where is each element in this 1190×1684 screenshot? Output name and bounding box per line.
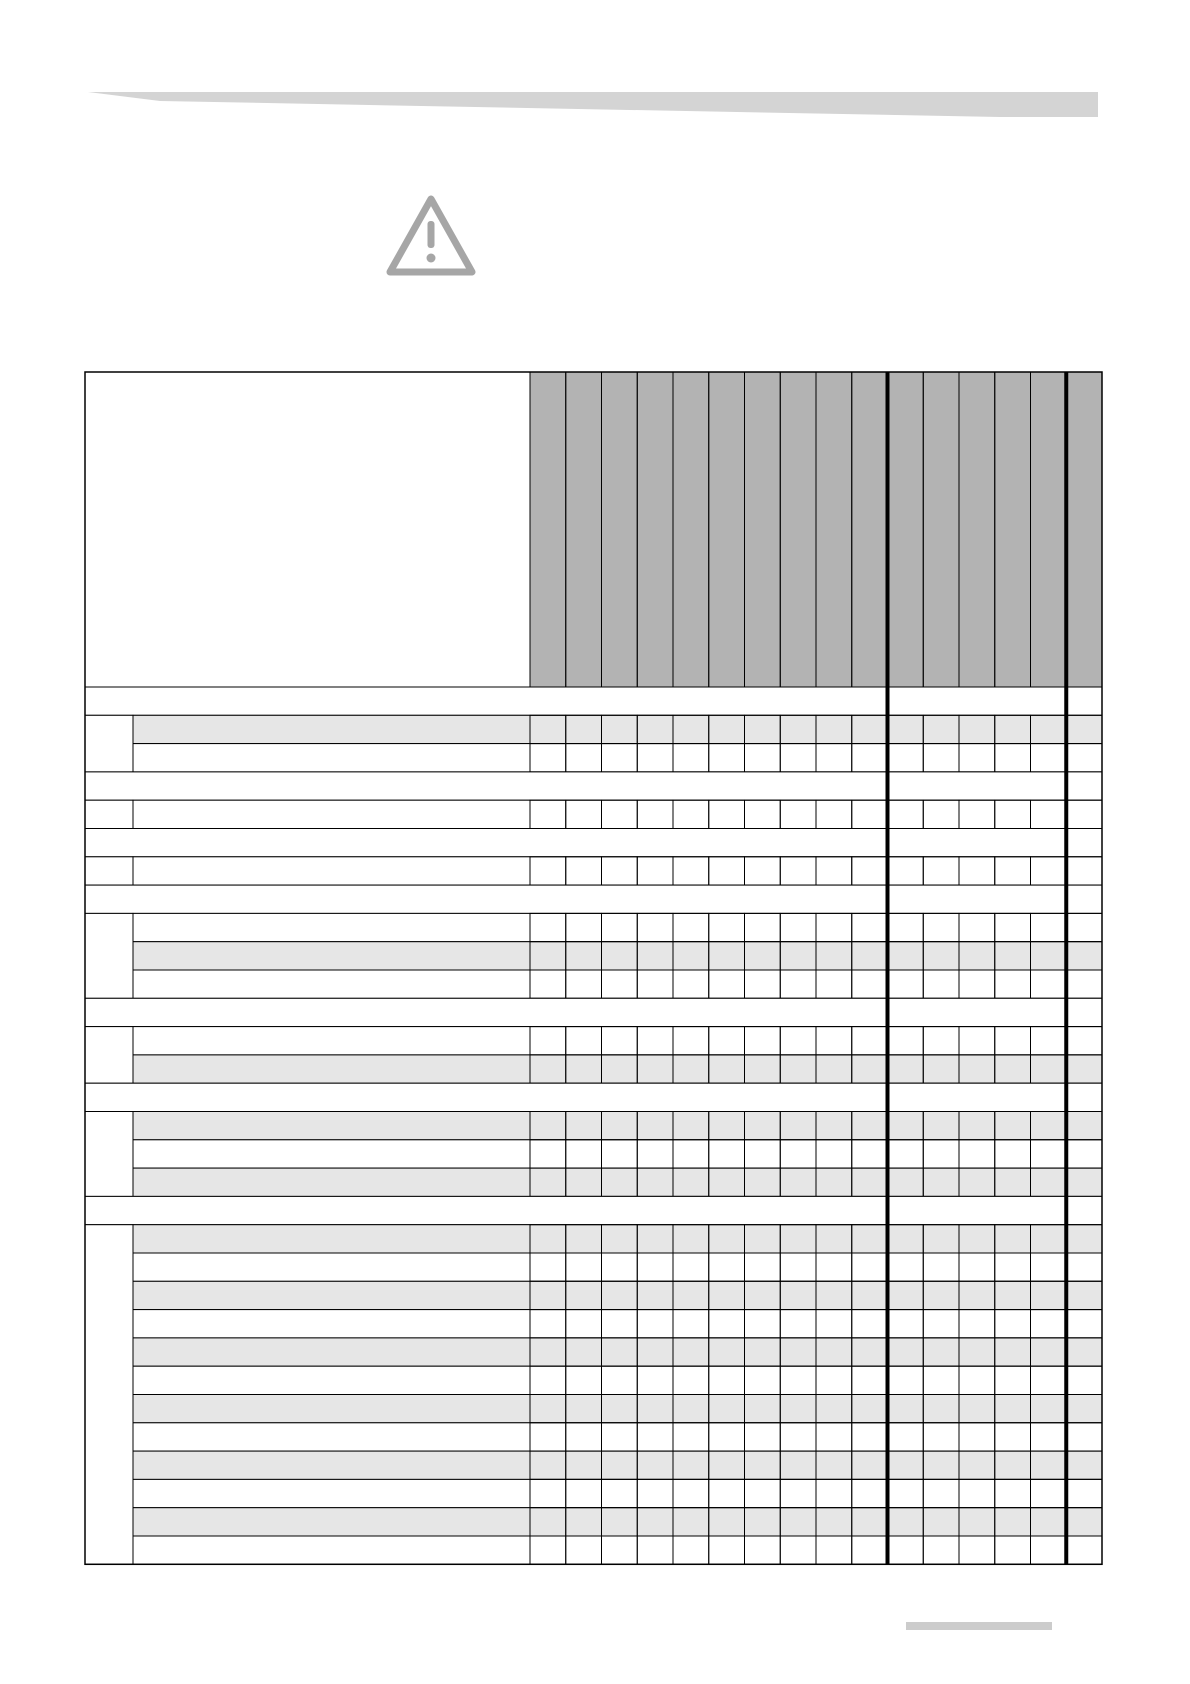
- table-row: [133, 1479, 1102, 1507]
- warning-triangle-icon: [386, 195, 476, 277]
- section-header-row: [85, 772, 1102, 800]
- header-band: [0, 0, 1190, 130]
- row-group-label-cell: [85, 1112, 133, 1197]
- row-group-label-cell: [85, 857, 133, 885]
- table-row: [133, 1310, 1102, 1338]
- table-row: [133, 1423, 1102, 1451]
- table-row: [133, 1366, 1102, 1394]
- table-row: [133, 1055, 1102, 1083]
- table-row: [133, 1168, 1102, 1196]
- table-row: [133, 1508, 1102, 1536]
- row-group-label-cell: [85, 800, 133, 828]
- table-row: [133, 970, 1102, 998]
- table-row: [133, 800, 1102, 828]
- section-header-row: [85, 829, 1102, 857]
- compatibility-table: [84, 371, 1104, 1567]
- table-row: [133, 744, 1102, 772]
- table-row: [133, 715, 1102, 743]
- row-group-label-cell: [85, 913, 133, 998]
- table-row: [133, 1536, 1102, 1564]
- footer-bar: [906, 1622, 1052, 1630]
- row-group-label-cell: [85, 715, 133, 772]
- table-row: [133, 1225, 1102, 1253]
- table-row: [133, 1451, 1102, 1479]
- section-header-row: [85, 885, 1102, 913]
- row-group-label-cell: [85, 1027, 133, 1084]
- table-row: [133, 913, 1102, 941]
- table-row: [133, 1140, 1102, 1168]
- table-row: [133, 942, 1102, 970]
- section-header-row: [85, 1196, 1102, 1224]
- table-row: [133, 1338, 1102, 1366]
- table-row: [133, 1281, 1102, 1309]
- table-grid: [84, 371, 1104, 1567]
- table-row: [133, 857, 1102, 885]
- table-row: [133, 1112, 1102, 1140]
- section-header-row: [85, 998, 1102, 1026]
- section-header-row: [85, 1083, 1102, 1111]
- header-band-shape: [88, 92, 1098, 117]
- table-row: [133, 1253, 1102, 1281]
- table-row: [133, 1395, 1102, 1423]
- section-header-row: [85, 687, 1102, 715]
- row-group-label-cell: [85, 1225, 133, 1565]
- table-row: [133, 1027, 1102, 1055]
